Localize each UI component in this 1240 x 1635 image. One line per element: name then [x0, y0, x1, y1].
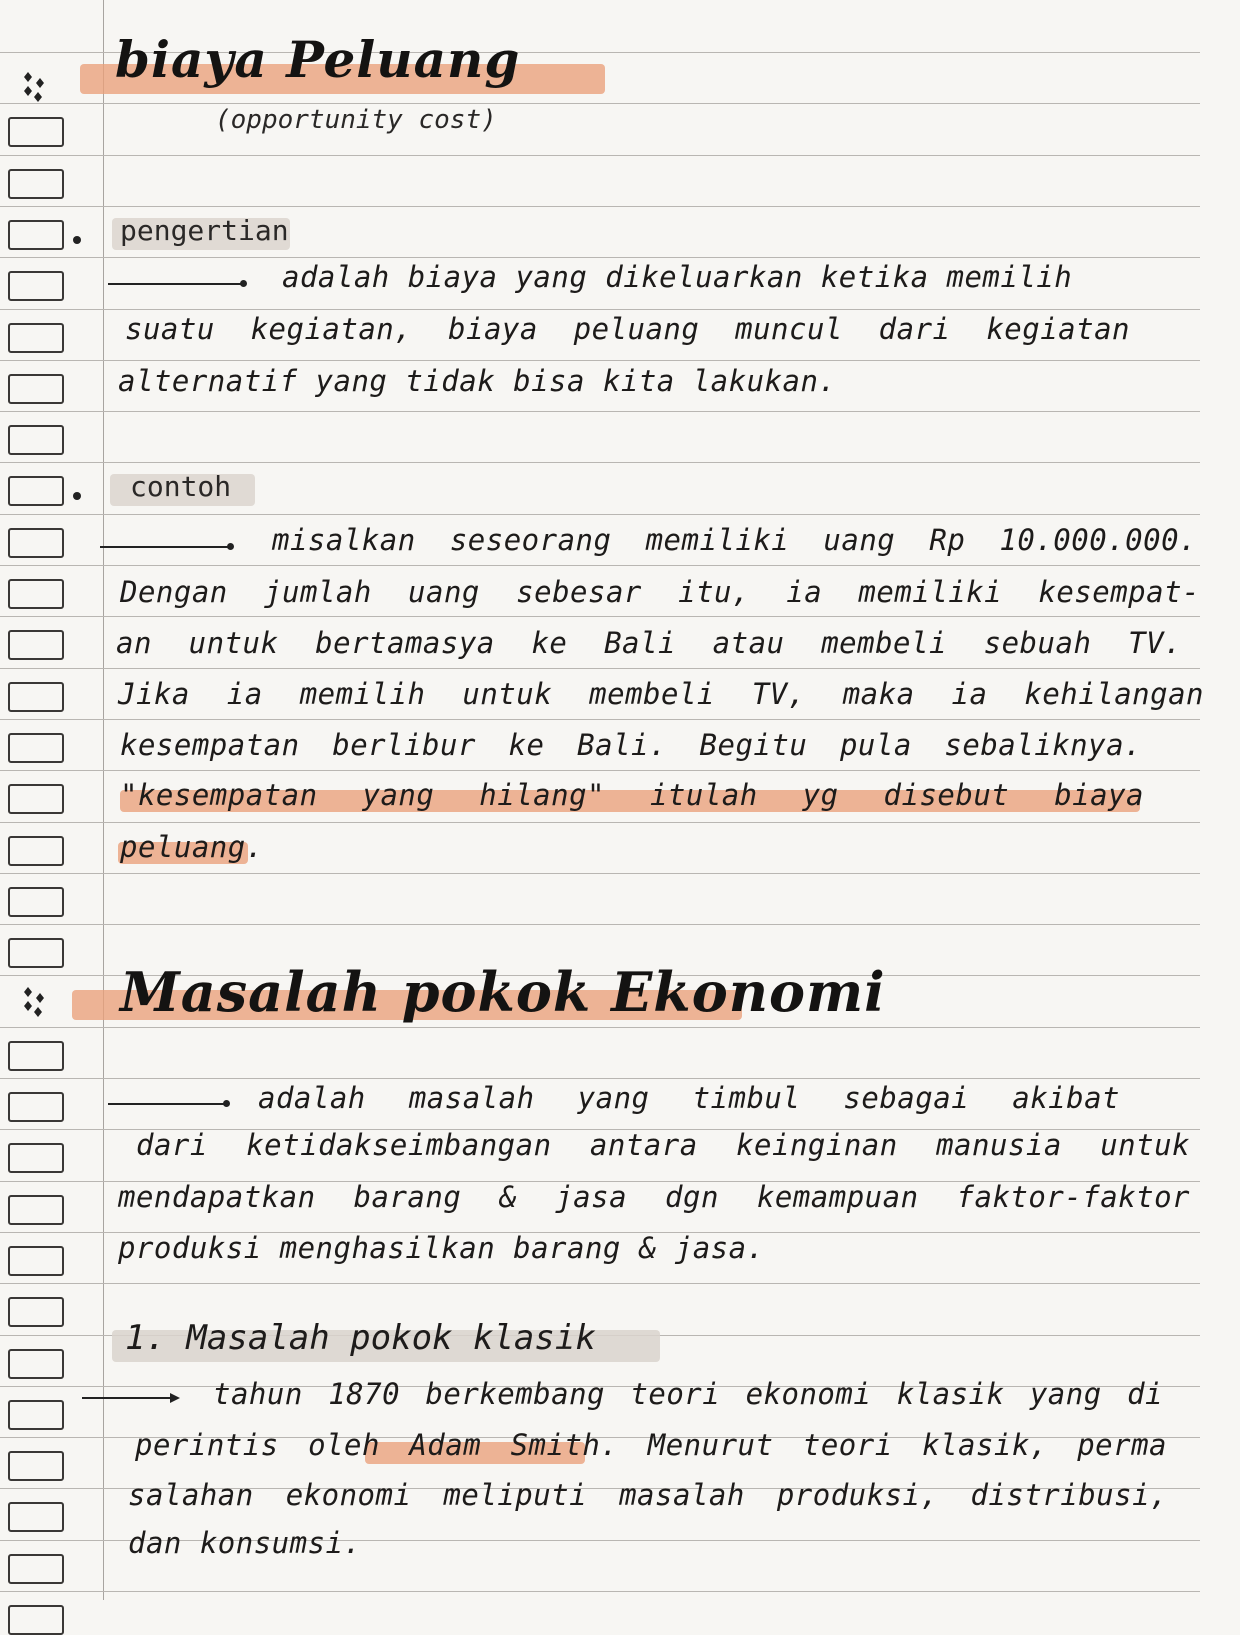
- ruled-line: [0, 719, 1200, 720]
- definition-line: produksi menghasilkan barang & jasa.: [118, 1231, 765, 1265]
- binder-checkbox: [8, 1605, 64, 1635]
- binder-checkbox: [8, 887, 64, 917]
- ruled-line: [0, 1591, 1200, 1592]
- binder-checkbox: [8, 374, 64, 404]
- ruled-line: [0, 411, 1200, 412]
- arrow-dot: [227, 543, 234, 550]
- arrow-line: [108, 1103, 226, 1105]
- ruled-line: [0, 565, 1200, 566]
- binder-checkbox: [8, 836, 64, 866]
- klasik-line: tahun 1870 berkembang teori ekonomi klasik yang di: [213, 1377, 1163, 1411]
- ruled-line: [0, 462, 1200, 463]
- example-line: kesempatan berlibur ke Bali. Begitu pula sebaliknya.: [120, 728, 1142, 762]
- binder-checkbox: [8, 784, 64, 814]
- definition-line: mendapatkan barang & jasa dgn kemampuan faktor-faktor: [118, 1180, 1190, 1214]
- ruled-line: [0, 1078, 1200, 1079]
- binder-checkbox: [8, 733, 64, 763]
- binder-checkbox: [8, 1092, 64, 1122]
- binder-checkbox: [8, 1349, 64, 1379]
- ruled-line: [0, 770, 1200, 771]
- definition-label: pengertian: [120, 214, 289, 247]
- example-line: Dengan jumlah uang sebesar itu, ia memiliki kesempat-: [120, 575, 1200, 609]
- ruled-line: [0, 309, 1200, 310]
- margin-line: [103, 0, 104, 1600]
- binder-checkbox: [8, 1195, 64, 1225]
- subheading: 1. Masalah pokok klasik: [125, 1318, 596, 1358]
- ruled-line: [0, 1027, 1200, 1028]
- klasik-line: salahan ekonomi meliputi masalah produksi, distribusi,: [128, 1478, 1168, 1512]
- definition-line: adalah masalah yang timbul sebagai akibat: [258, 1081, 1120, 1115]
- binder-checkbox: [8, 169, 64, 199]
- ruled-line: [0, 822, 1200, 823]
- arrow-head-icon: [170, 1393, 180, 1403]
- binder-checkbox: [8, 1554, 64, 1584]
- section1-subtitle: (opportunity cost): [215, 105, 497, 135]
- binder-checkbox: [8, 323, 64, 353]
- example-line: Jika ia memilih untuk membeli TV, maka ia kehilangan: [118, 677, 1204, 711]
- ruled-line: [0, 873, 1200, 874]
- example-label: contoh: [130, 470, 232, 503]
- binder-checkbox: [8, 1143, 64, 1173]
- ruled-line: [0, 668, 1200, 669]
- arrow-line: [82, 1397, 172, 1399]
- ruled-line: [0, 257, 1200, 258]
- binder-checkbox: [8, 271, 64, 301]
- ruled-line: [0, 206, 1200, 207]
- definition-line: adalah biaya yang dikeluarkan ketika memilih: [282, 260, 1073, 294]
- arrow-dot: [223, 1100, 230, 1107]
- ruled-line: [0, 616, 1200, 617]
- example-line: "kesempatan yang hilang" itulah yg disebut biaya: [120, 778, 1144, 812]
- ruled-line: [0, 155, 1200, 156]
- diamond-doodle-icon: [18, 985, 52, 1019]
- section2-title: Masalah pokok Ekonomi: [120, 960, 886, 1024]
- binder-checkbox: [8, 1041, 64, 1071]
- binder-checkbox: [8, 425, 64, 455]
- binder-checkbox: [8, 220, 64, 250]
- binder-checkbox: [8, 938, 64, 968]
- section1-title: biaya Peluang: [115, 30, 521, 89]
- definition-line: suatu kegiatan, biaya peluang muncul dari kegiatan: [125, 312, 1130, 346]
- binder-checkbox: [8, 117, 64, 147]
- binder-checkbox: [8, 1451, 64, 1481]
- binder-checkbox: [8, 528, 64, 558]
- binder-checkbox: [8, 1297, 64, 1327]
- klasik-line: perintis oleh Adam Smith. Menurut teori klasik, perma: [135, 1428, 1167, 1462]
- klasik-line: dan konsumsi.: [128, 1526, 362, 1560]
- diamond-doodle-icon: [18, 70, 52, 104]
- ruled-line: [0, 1283, 1200, 1284]
- bullet: [73, 492, 81, 500]
- arrow-line: [108, 283, 243, 285]
- definition-line: dari ketidakseimbangan antara keinginan manusia untuk: [136, 1128, 1190, 1162]
- ruled-line: [0, 360, 1200, 361]
- binder-checkbox: [8, 476, 64, 506]
- binder-checkbox: [8, 1400, 64, 1430]
- example-line: an untuk bertamasya ke Bali atau membeli sebuah TV.: [116, 626, 1182, 660]
- binder-checkbox: [8, 579, 64, 609]
- ruled-line: [0, 103, 1200, 104]
- binder-checkbox: [8, 630, 64, 660]
- ruled-line: [0, 924, 1200, 925]
- arrow-dot: [240, 280, 247, 287]
- example-line: misalkan seseorang memiliki uang Rp 10.000.000.: [272, 523, 1197, 557]
- binder-checkbox: [8, 1502, 64, 1532]
- ruled-line: [0, 514, 1200, 515]
- binder-checkbox: [8, 682, 64, 712]
- definition-line: alternatif yang tidak bisa kita lakukan.: [118, 364, 837, 398]
- example-line: peluang.: [120, 830, 264, 864]
- bullet: [73, 236, 81, 244]
- arrow-line: [100, 546, 230, 548]
- binder-checkbox: [8, 1246, 64, 1276]
